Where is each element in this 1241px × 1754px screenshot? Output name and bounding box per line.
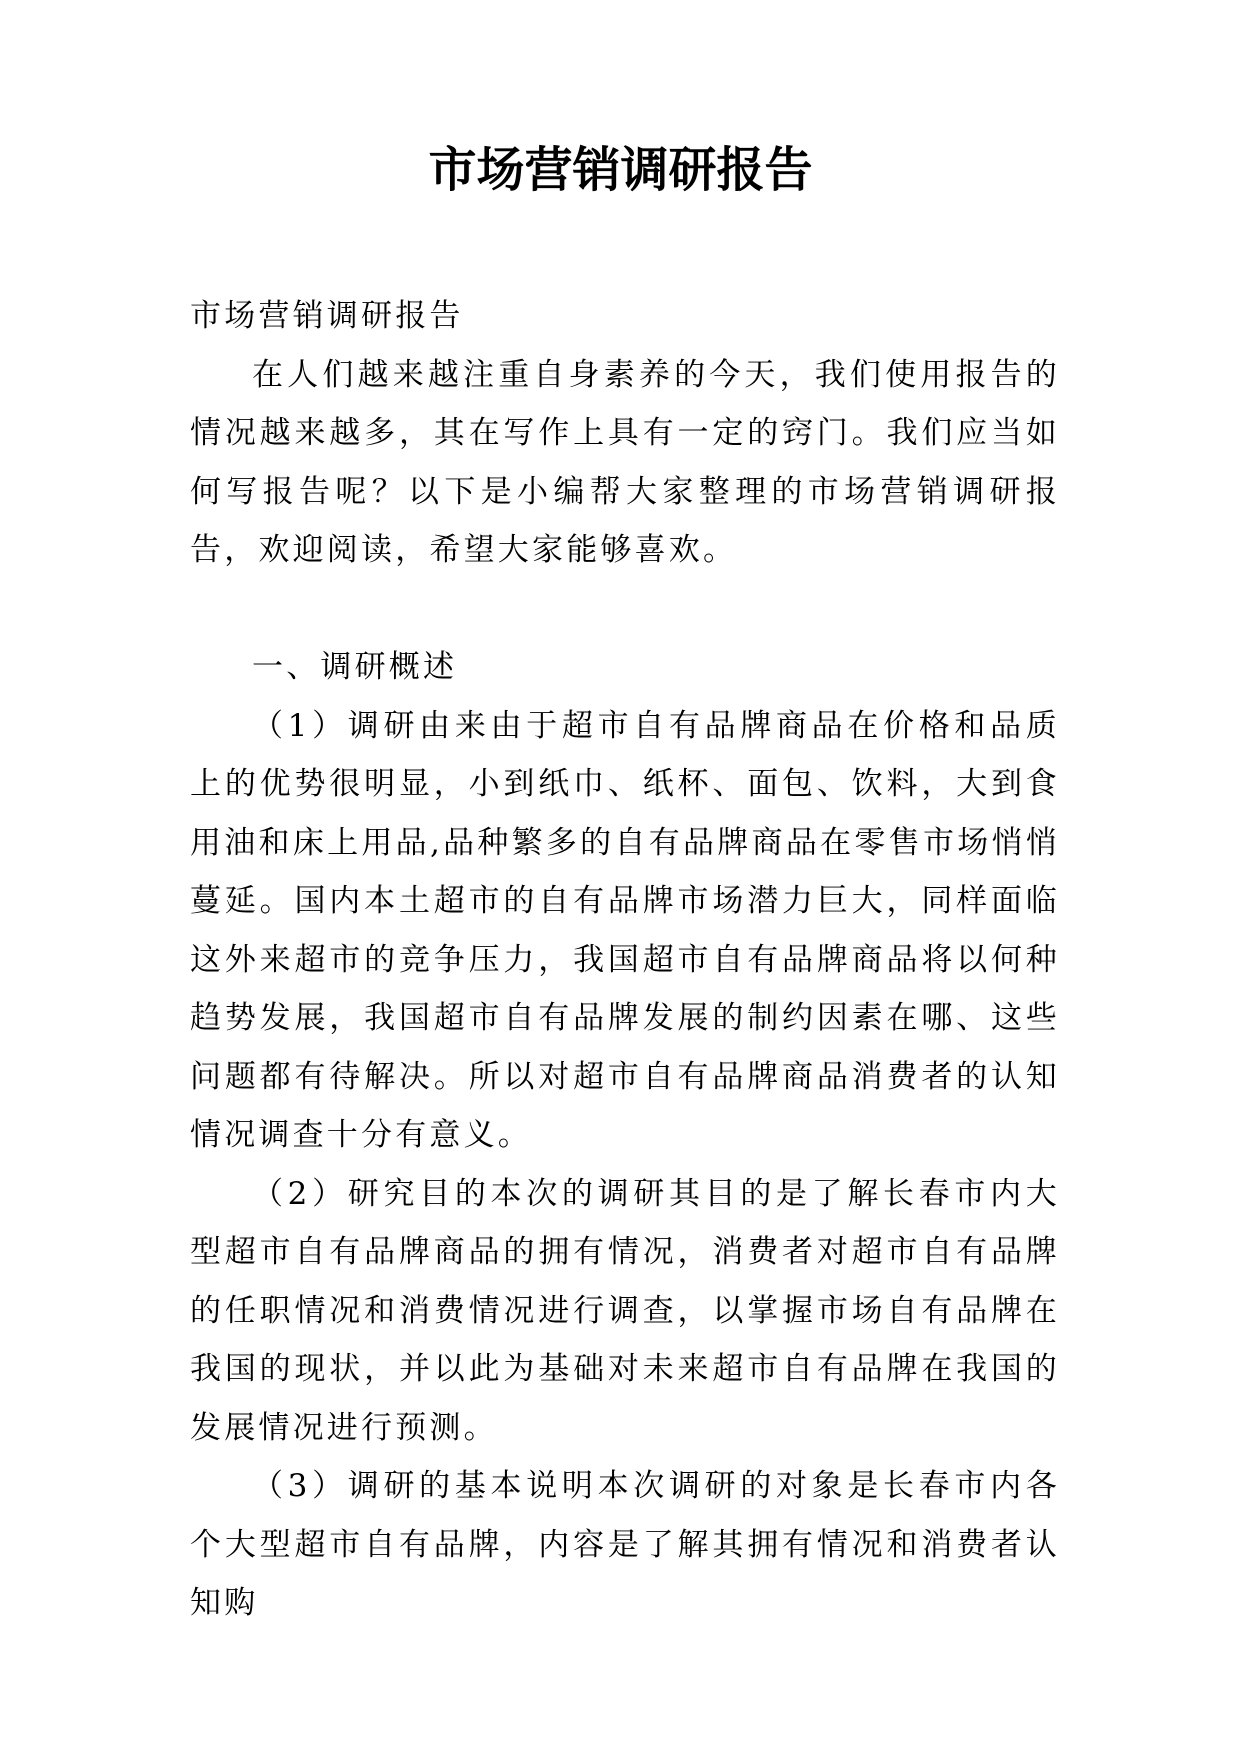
paragraph-research-purpose: （2）研究目的本次的调研其目的是了解长春市内大型超市自有品牌商品的拥有情况，消费者对超市自有品牌的任职情况和消费情况进行调查，以掌握市场自有品牌在我国的现状，并以此为基础对未来超市自有品牌在我国的发展情况进行预测。	[190, 1175, 1060, 1446]
blank-line	[190, 580, 1060, 639]
document-body	[190, 287, 1060, 1633]
section-heading: 一、调研概述	[252, 649, 458, 685]
paragraph-survey-origin: （1）调研由来由于超市自有品牌商品在价格和品质上的优势很明显，小到纸巾、纸杯、面包、饮料，大到食用油和床上用品,品种繁多的自有品牌商品在零售市场悄悄蔓延。国内本土超市的自有品牌市场潜力巨大，同样面临这外来超市的竞争压力，我国超市自有品牌商品将以何种趋势发展，我国超市自有品牌发展的制约因素在哪、这些问题都有待解决。所以对超市自有品牌商品消费者的认知情况调查十分有意义。	[190, 707, 1060, 1153]
document-subtitle: 市场营销调研报告	[190, 298, 464, 334]
intro-paragraph: 在人们越来越注重自身素养的今天，我们使用报告的情况越来越多，其在写作上具有一定的窍门。我们应当如何写报告呢？以下是小编帮大家整理的市场营销调研报告，欢迎阅读，希望大家能够喜欢。	[190, 356, 1060, 568]
paragraph-basic-description: （3）调研的基本说明本次调研的对象是长春市内各个大型超市自有品牌，内容是了解其拥有情况和消费者认知购	[190, 1468, 1060, 1621]
document-title: 市场营销调研报告	[428, 142, 813, 198]
